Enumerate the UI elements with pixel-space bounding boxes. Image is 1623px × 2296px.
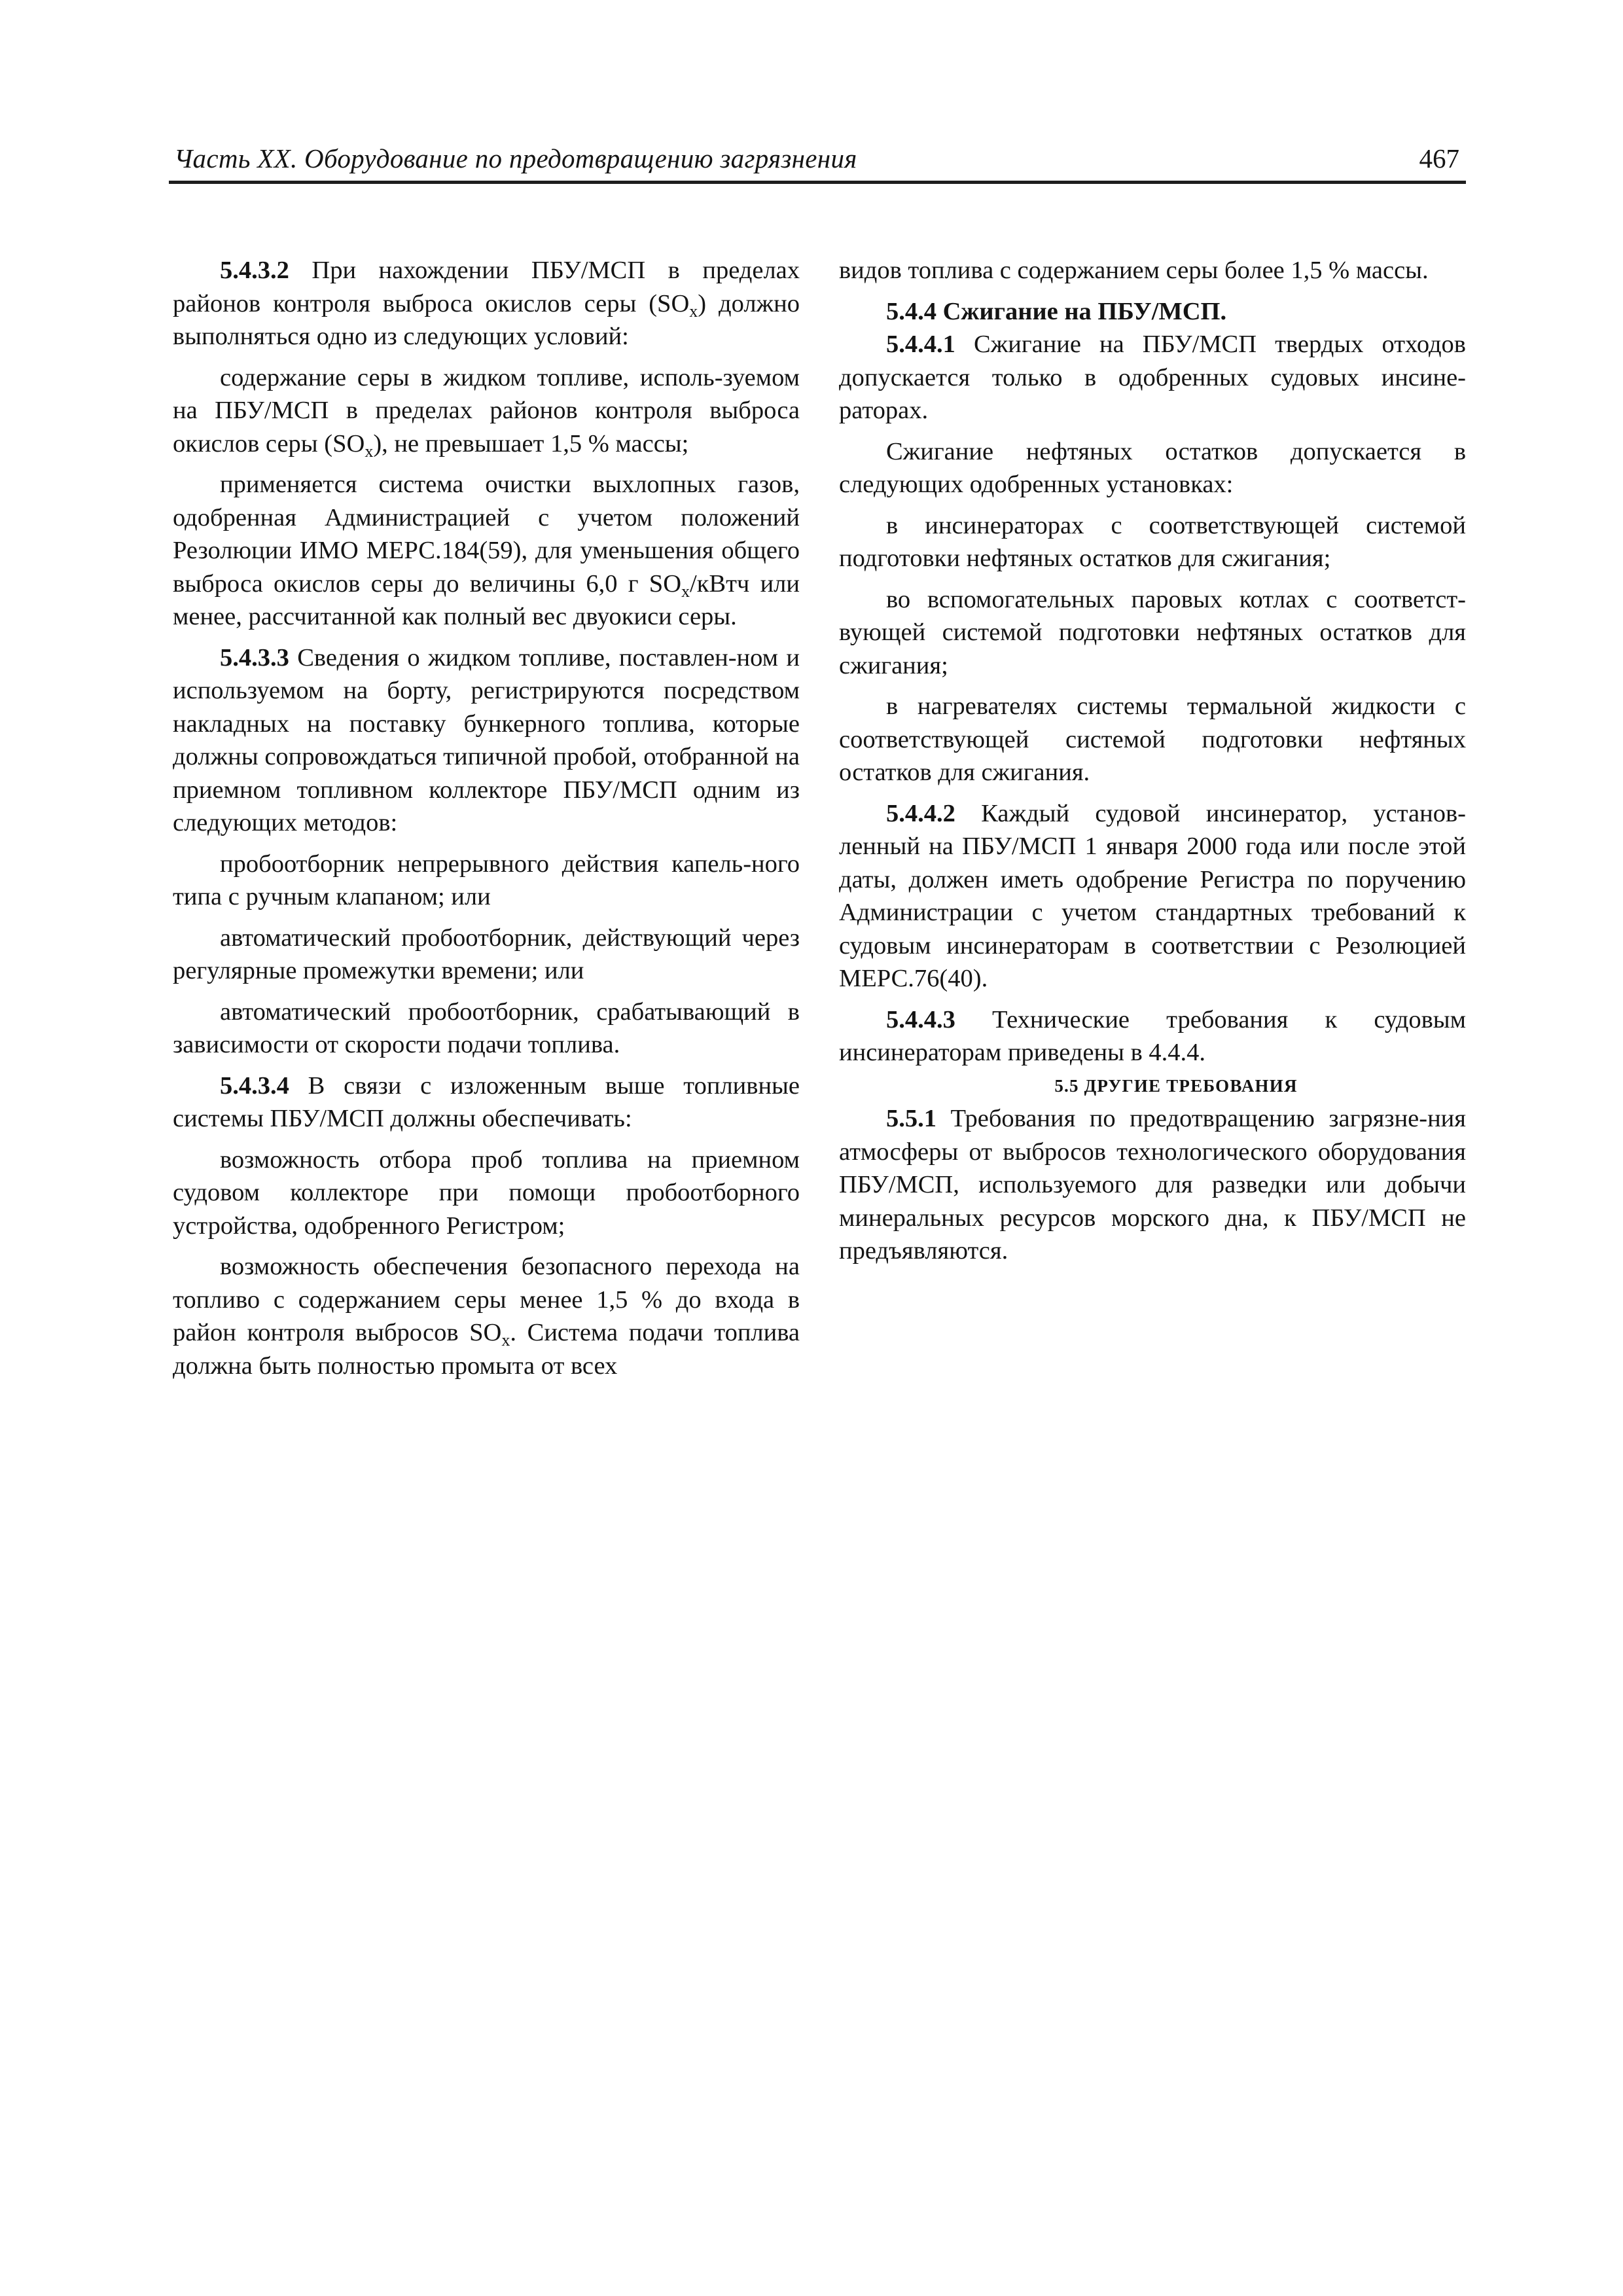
left-column xyxy=(173,254,800,1382)
clause-number: 5.5.1 xyxy=(886,1105,936,1132)
requirement-item: возможность обеспечения безопасного перехода на топливо с содержанием серы менее 1,5 % до входа в район контроля выбросов $SO_x$. Система подачи топлива должна быть полностью промыта от всех xyxy=(173,1253,800,1380)
clause-number: 5.4.3.3 xyxy=(220,643,289,672)
running-title: Часть XX. Оборудование по предотвращению загрязнения xyxy=(174,143,857,173)
continued-paragraph: видов топлива с содержанием серы более 1,5 % массы. xyxy=(839,257,1429,284)
method-item: пробоотборник непрерывного действия капель-ного типа с ручным клапаном; или xyxy=(173,850,800,910)
subsection-heading-5-4-4: 5.4.4 Сжигание на ПБУ/МСП. xyxy=(886,297,1227,325)
paragraph-5-4-3-3: 5.4.3.3 Сведения о жидком топливе, поставлен-ном и используемом на борту, регистрируются посредством накладных на поставку бункерного топлива, которые должны сопровождаться типичной пробой, отобранной на приемном топливном коллекторе ПБУ/МСП одним из следующих методов: xyxy=(173,643,800,836)
section-title-5-5: 5.5 ДРУГИЕ ТРЕБОВАНИЯ xyxy=(1054,1075,1298,1096)
paragraph-5-4-4-3: 5.4.4.3 Технические требования к судовым инсинераторам приведены в 4.4.4. xyxy=(839,1005,1466,1066)
paragraph-5-5-1: 5.5.1 Требования по предотвращению загрязне-ния атмосферы от выбросов технологического оборудования ПБУ/МСП, используемого для разведки или добычи минеральных ресурсов морского дна, к ПБУ/МСП не предъявляются. xyxy=(839,1105,1466,1265)
paragraph-text: Сжигание нефтяных остатков допускается в следующих одобренных установках: xyxy=(839,437,1466,498)
running-header xyxy=(169,139,1466,184)
condition-item: содержание серы в жидком топливе, исполь-зуемом на ПБУ/МСП в пределах районов контроля выброса окислов серы $(SO_x)$, не превышает 1,5 % массы; xyxy=(173,363,800,461)
paragraph-5-4-4-1: 5.4.4.1 Сжигание на ПБУ/МСП твердых отходов допускается только в одобренных судовых инсине-раторах. xyxy=(839,331,1466,424)
paragraph-5-4-4-2: 5.4.4.2 Каждый судовой инсинератор, установ-ленный на ПБУ/МСП 1 января 2000 года или после этой даты, должен иметь одобрение Регистра по поручению Администрации с учетом стандартных требований к судовым инсинераторам в соответствии с Резолюцией МЕРС.76(40). xyxy=(839,799,1466,992)
installation-item: в нагревателях системы термальной жидкости с соответствующей системой подготовки нефтяных остатков для сжигания. xyxy=(839,692,1466,786)
installation-item: во вспомогательных паровых котлах с соответст-вующей системой подготовки нефтяных остатков для сжигания; xyxy=(839,585,1466,679)
clause-number: 5.4.3.4 xyxy=(220,1071,289,1100)
method-item: автоматический пробоотборник, срабатывающий в зависимости от скорости подачи топлива. xyxy=(173,997,800,1058)
clause-number: 5.4.4.2 xyxy=(886,799,955,827)
right-column xyxy=(839,254,1466,1268)
paragraph-5-4-3-2: 5.4.3.2 При нахождении ПБУ/МСП в пределах районов контроля выброса окислов серы $(SO_x)$ должно выполняться одно из следующих условий: xyxy=(173,257,800,350)
clause-number: 5.4.4.3 xyxy=(886,1005,955,1033)
page-number: 467 xyxy=(1419,143,1459,173)
clause-number: 5.4.4.1 xyxy=(886,331,955,358)
requirement-item: возможность отбора проб топлива на приемном судовом коллекторе при помощи пробоотборного устройства, одобренного Регистром; xyxy=(173,1145,800,1240)
method-item: автоматический пробоотборник, действующий через регулярные промежутки времени; или xyxy=(173,924,800,984)
paragraph-5-4-3-4: 5.4.3.4 В связи с изложенным выше топливные системы ПБУ/МСП должны обеспечивать: xyxy=(173,1071,800,1132)
condition-item: применяется система очистки выхлопных газов, одобренная Администрацией с учетом положений Резолюции ИМО МЕРС.184(59), для уменьшения общего выброса окислов серы до величины 6,0 г $SO_x$/кВтч или менее, рассчитанной как полный вес двуокиси серы. xyxy=(173,471,800,630)
installation-item: в инсинераторах с соответствующей системой подготовки нефтяных остатков для сжигания; xyxy=(839,511,1466,572)
clause-number: 5.4.3.2 xyxy=(220,257,289,284)
